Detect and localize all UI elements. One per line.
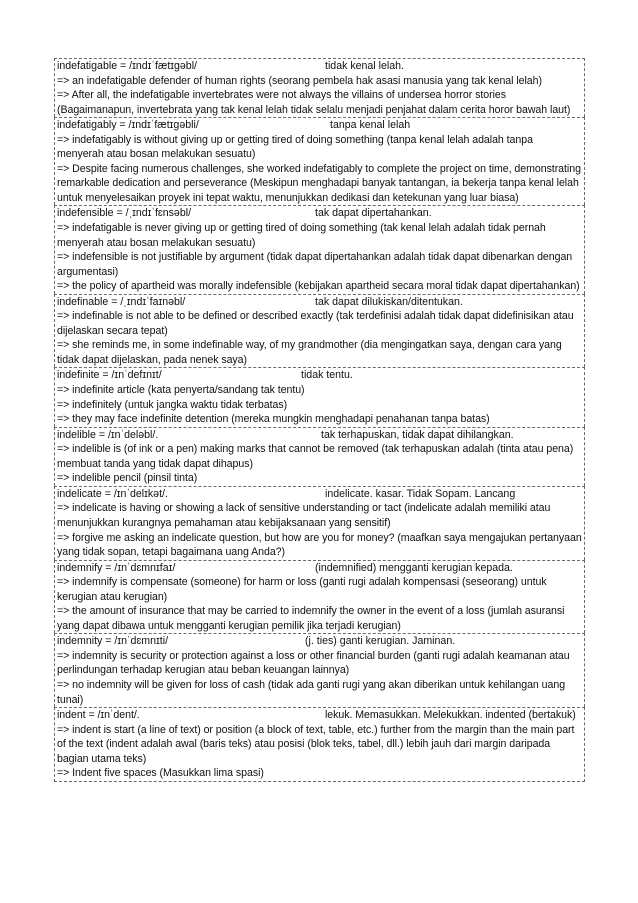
entry-term: indefensible = /ˌɪndɪˈfɛnsəbl/ <box>57 207 192 220</box>
entry-header <box>57 487 582 502</box>
example-line: => indefensible is not justifiable by argument (tidak dapat dipertahankan adalah tidak dapat dibenarkan dengan argumentasi) <box>57 251 573 278</box>
entry-gloss: (j. ties) ganti kerugian. Jaminan. <box>305 635 456 648</box>
entry-header <box>57 118 582 133</box>
entry-header <box>57 206 582 221</box>
entry-header <box>57 295 582 310</box>
example-line: => the amount of insurance that may be carried to indemnify the owner in the event of a loss (jumlah asuransi yang dapat dibawa untuk mengganti kerugian pemilik jika terjadi kerugian) <box>57 605 565 632</box>
entry-header <box>57 561 582 576</box>
entry-term: indent = /ɪnˈdent/. <box>57 709 140 722</box>
example-line: => no indemnity will be given for loss of cash (tidak ada ganti rugi yang akan diberikan untuk kehilangan uang tunai) <box>57 678 566 706</box>
example-line: => Despite facing numerous challenges, she worked indefatigably to complete the project on time, demonstrating remarkable dedication and perseverance (Meskipun menghadapi banyak tantangan, ia bekerja tanpa kenal lelah untuk menyelesaikan proyek ini tepat waktu, menunjukkan dedikasi dan ketekunan yang luar biasa) <box>57 162 581 204</box>
example-line: => she reminds me, in some indefinable way, of my grandmother (dia mengingatkan saya, dengan cara yang tidak dapat dijelaskan, pada nenek saya) <box>57 339 562 366</box>
entry-gloss: tidak tentu. <box>301 369 353 382</box>
entry-indefensible <box>54 205 585 293</box>
entry-term: indefinable = /ˌɪndɪˈfaɪnəbl/ <box>57 295 186 308</box>
entry-indemnity <box>54 633 585 707</box>
entry-header <box>57 634 582 649</box>
example-line: => indent is start (a line of text) or position (a block of text, table, etc.) further from the margin than the main part of the text (indent adalah awal (baris teks) atau posisi (blok teks, tabel, dll.) lebih jauh dari margin daripada bagian utama teks) <box>57 723 575 765</box>
entry-gloss: lekuk. Memasukkan. Melekukkan. indented (bertakuk) <box>325 709 576 722</box>
entry-gloss: tidak kenal lelah. <box>325 60 404 72</box>
entry-header <box>57 428 582 443</box>
example-line: => indefinitely (untuk jangka waktu tidak terbatas) <box>57 398 288 411</box>
entry-indelicate <box>54 486 585 560</box>
example-line: => Indent five spaces (Masukkan lima spasi) <box>57 767 264 780</box>
example-line: => forgive me asking an indelicate question, but how are you for money? (maafkan saya mengajukan pertanyaan yang tidak sopan, tetapi bagaimana uang Anda?) <box>57 531 582 559</box>
example-line: => indefatigable is never giving up or getting tired of doing something (tak kenal lelah adalah tidak pernah menyerah atau bosan melakukan sesuatu) <box>57 222 546 249</box>
entry-term: indefinite = /ɪnˈdefɪnɪt/ <box>57 369 162 382</box>
entry-indefinable <box>54 294 585 368</box>
example-line: => indelible pencil (pinsil tinta) <box>57 472 198 485</box>
entry-indefinite <box>54 367 585 426</box>
entry-term: indefatigable = /ɪndɪˈfætɪgəbl/ <box>57 60 197 72</box>
example-line: => indelicate is having or showing a lack of sensitive understanding or tact (indelicate adalah memiliki atau menunjukkan kurangnya pemahaman atau kebijaksanaan yang sensitif) <box>57 502 551 529</box>
entry-gloss: (indemnified) mengganti kerugian kepada. <box>315 561 513 574</box>
example-line: => indemnity is security or protection against a loss or other financial burden (ganti rugi adalah keamanan atau perlindungan terhadap kerugian atau beban keuangan lainnya) <box>57 649 570 677</box>
entry-term: indemnify = /ɪnˈdɛmnɪfaɪ/ <box>57 561 176 574</box>
entry-indefatigably <box>54 117 585 205</box>
entry-header <box>57 59 582 74</box>
entry-header <box>57 368 582 383</box>
entry-term: indemnity = /ɪnˈdɛmnɪti/ <box>57 635 169 648</box>
entry-gloss: tak dapat dilukiskan/ditentukan. <box>315 295 463 308</box>
example-line: => indemnify is compensate (someone) for harm or loss (ganti rugi adalah kompensasi (seseorang) untuk kerugian atau kerugian) <box>57 576 547 603</box>
entry-gloss: tak terhapuskan, tidak dapat dihilangkan. <box>321 428 514 441</box>
example-line: => they may face indefinite detention (mereka mungkin menghadapi penahanan tanpa batas) <box>57 413 490 426</box>
example-line: => indefatigably is without giving up or getting tired of doing something (tanpa kenal lelah adalah tanpa menyerah atau bosan melakukan sesuatu) <box>57 133 533 161</box>
entry-header <box>57 708 582 723</box>
entry-term: indelible = /ɪnˈdeləbl/. <box>57 428 159 441</box>
entry-gloss: indelicate. kasar. Tidak Sopam. Lancang <box>325 487 516 500</box>
entry-indelible <box>54 427 585 486</box>
example-line: => indefinite article (kata penyerta/sandang tak tentu) <box>57 384 305 397</box>
entry-indemnify <box>54 560 585 634</box>
entry-indent <box>54 707 585 782</box>
example-line: => an indefatigable defender of human rights (seorang pembela hak asasi manusia yang tak kenal lelah) <box>57 74 542 87</box>
example-line: => indelible is (of ink or a pen) making marks that cannot be removed (tak terhapuskan adalah (tinta atau pena) membuat tanda yang tidak dapat dihapus) <box>57 443 574 470</box>
example-line: => indefinable is not able to be defined or described exactly (tak terdefinisi adalah tidak dapat didefinisikan atau dijelaskan secara tepat) <box>57 310 574 337</box>
example-line: => the policy of apartheid was morally indefensible (kebijakan apartheid secara moral tidak dapat dipertahankan) <box>57 280 580 293</box>
entry-gloss: tak dapat dipertahankan. <box>315 207 432 220</box>
entry-term: indelicate = /ɪnˈdelɪkət/. <box>57 487 168 500</box>
example-line: => After all, the indefatigable invertebrates were not always the villains of undersea horror stories (Bagaimanapun, invertebrata yang tak kenal lelah tidak selalu menjadi penjahat dalam cerita horor bawah laut) <box>57 89 571 116</box>
entry-gloss: tanpa kenal lelah <box>330 119 411 132</box>
entry-indefatigable <box>54 58 585 117</box>
vocabulary-list <box>54 58 585 782</box>
entry-term: indefatigably = /ɪndɪˈfætɪgəbli/ <box>57 119 199 132</box>
